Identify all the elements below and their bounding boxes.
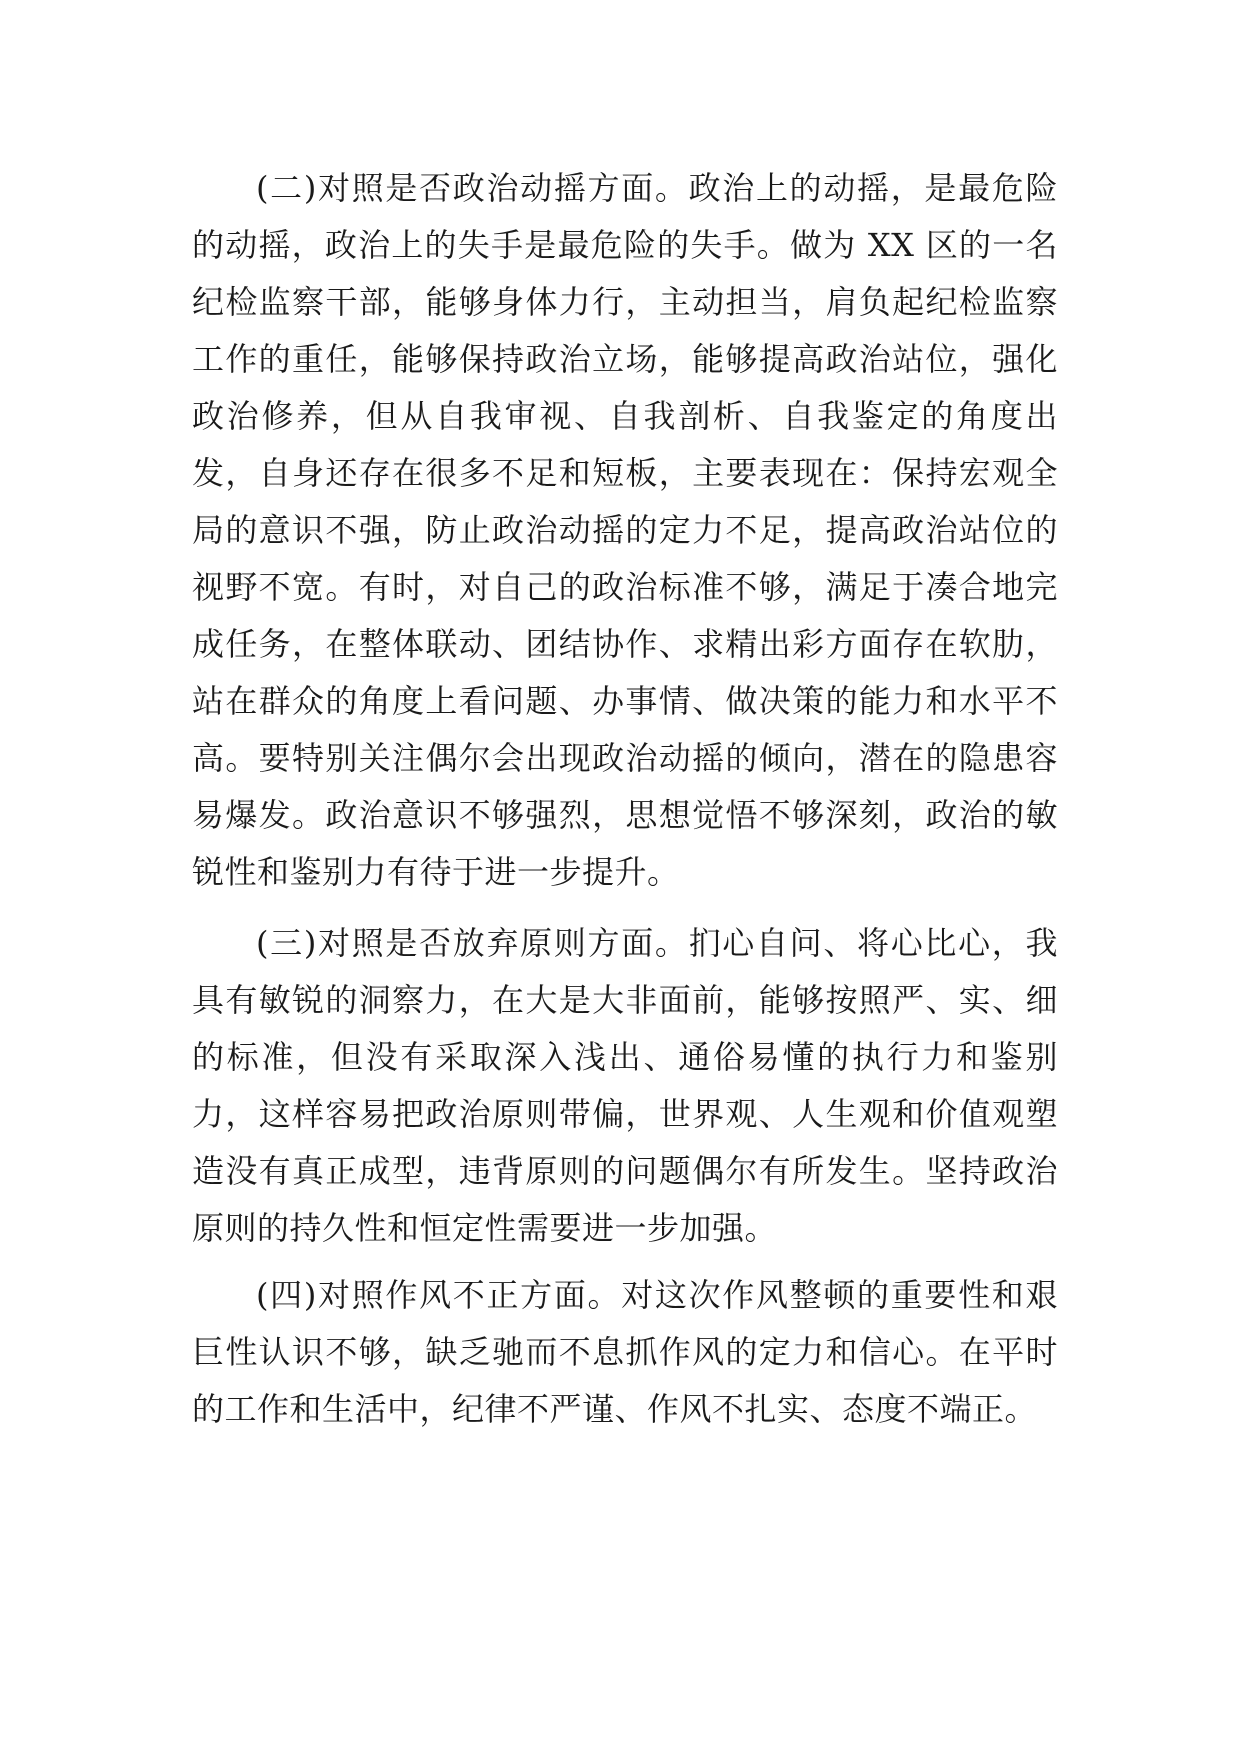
paragraph-abandoning-principles: (三)对照是否放弃原则方面。扪心自问、将心比心，我具有敏锐的洞察力，在大是大非面前，能够按照严、实、细的标准，但没有采取深入浅出、通俗易懂的执行力和鉴别力，这样容易把政治原则带偏，世界观、人生观和价值观塑造没有真正成型，违背原则的问题偶尔有所发生。坚持政治原则的持久性和恒定性需要进一步加强。 [192,924,1058,1247]
document-body [192,160,1058,1438]
paragraph-improper-work-style: (四)对照作风不正方面。对这次作风整顿的重要性和艰巨性认识不够，缺乏驰而不息抓作风的定力和信心。在平时的工作和生活中，纪律不严谨、作风不扎实、态度不端正。 [192,1276,1058,1428]
paragraph-political-wavering: (二)对照是否政治动摇方面。政治上的动摇，是最危险的动摇，政治上的失手是最危险的失手。做为 XX 区的一名纪检监察干部，能够身体力行，主动担当，肩负起纪检监察工作的重任，能够保持政治立场，能够提高政治站位，强化政治修养，但从自我审视、自我剖析、自我鉴定的角度出发，自身还存在很多不足和短板，主要表现在：保持宏观全局的意识不强，防止政治动摇的定力不足，提高政治站位的视野不宽。有时，对自己的政治标准不够，满足于凑合地完成任务，在整体联动、团结协作、求精出彩方面存在软肋，站在群众的角度上看问题、办事情、做决策的能力和水平不高。要特别关注偶尔会出现政治动摇的倾向，潜在的隐患容易爆发。政治意识不够强烈，思想觉悟不够深刻，政治的敏锐性和鉴别力有待于进一步提升。 [192,169,1058,891]
